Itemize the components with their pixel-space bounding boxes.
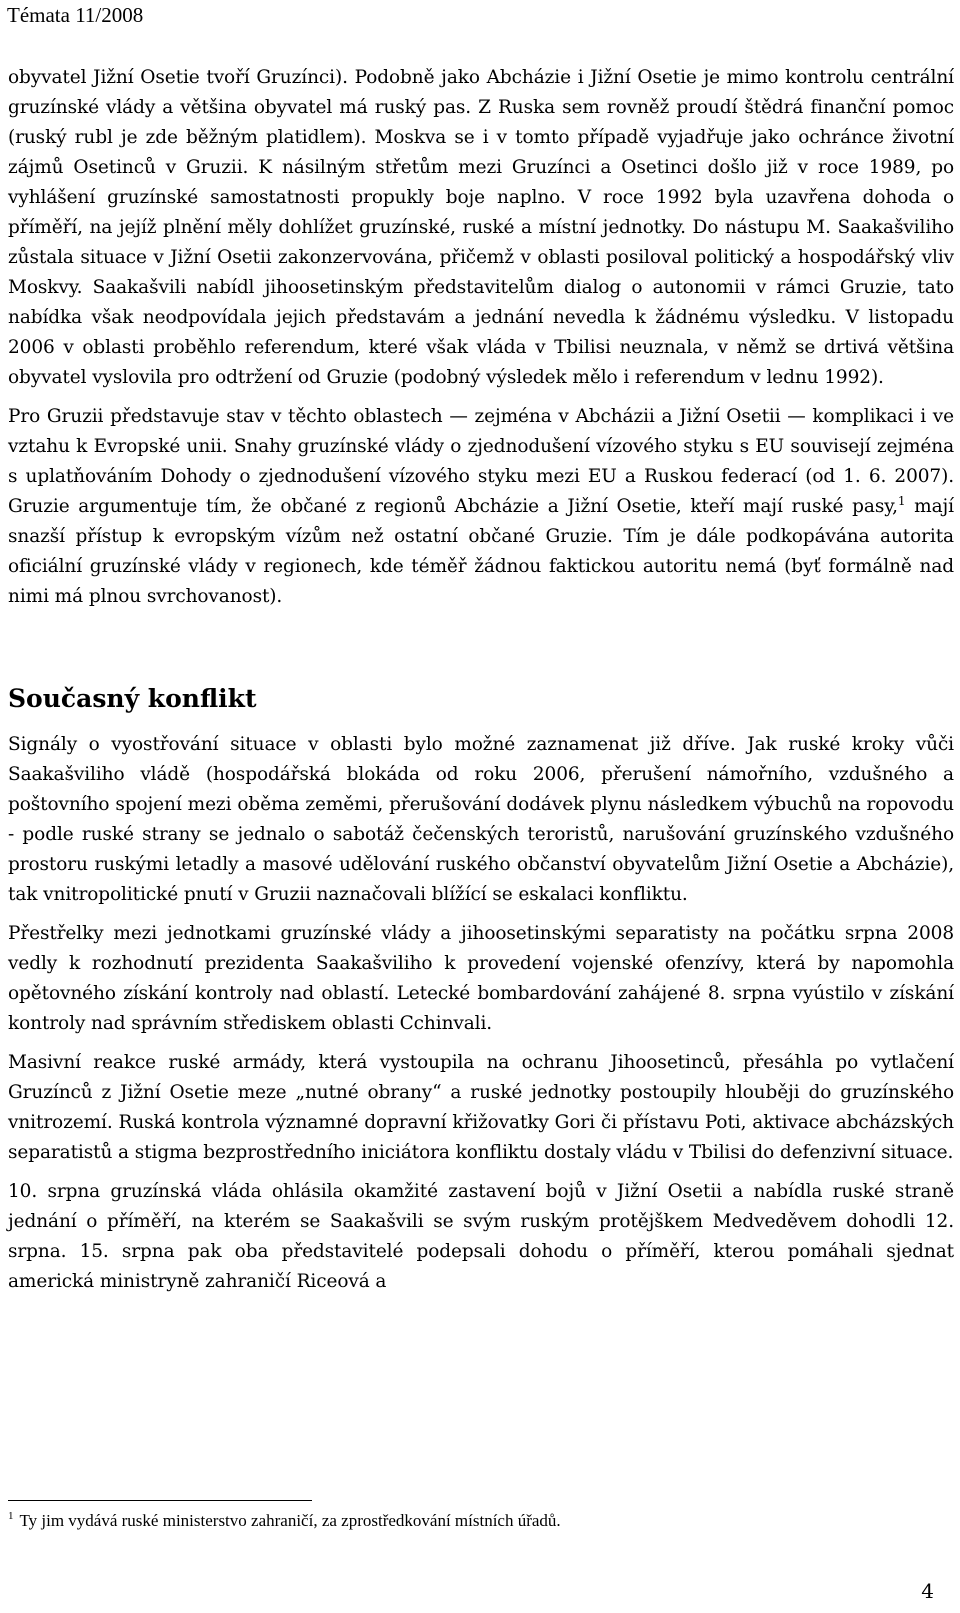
paragraph-text-part: mají snazší přístup k evropským vízům než ostatní občané Gruzie. Tím je dále podkopávána autorita oficiální gruzínské vlády v regionech, kde téměř žádnou faktickou autoritu nemá (byť formálně nad nimi má plnou svrchovanost).: [8, 496, 954, 607]
article-body: [8, 63, 954, 1297]
footnote-text: Ty jim vydává ruské ministerstvo zahraničí, za zprostředkování místních úřadů.: [15, 1511, 561, 1530]
page-number: 4: [921, 1579, 934, 1603]
paragraph-escalation-signals: Signály o vyostřování situace v oblasti bylo možné zaznamenat již dříve. Jak ruské kroky vůči Saakašviliho vládě (hospodářská blokáda od roku 2006, přerušení námořního, vzdušného a poštovního spojení mezi oběma zeměmi, přerušování dodávek plynu následkem výbuchů na ropovodu - podle ruské strany se jednalo o sabotáž čečenských teroristů, narušování gruzínského vzdušného prostoru ruskými letadly a masové udělování ruského občanství obyvatelům Jižní Osetie a Abcházie), tak vnitropolitické pnutí v Gruzii naznačovali blížící se eskalaci konfliktu.: [8, 734, 954, 905]
paragraph-ceasefire: 10. srpna gruzínská vláda ohlásila okamžité zastavení bojů v Jižní Osetii a nabídla ruské straně jednání o příměří, na kterém se Saakašvili se svým ruským protějškem Medveděvem dohodli 12. srpna. 15. srpna pak oba představitelé podepsali dohodu o příměří, kterou pomáhali sjednat americká ministryně zahraničí Riceová a: [8, 1181, 954, 1292]
paragraph-georgian-offensive: Přestřelky mezi jednotkami gruzínské vlády a jihoosetinskými separatisty na počátku srpna 2008 vedly k rozhodnutí prezidenta Saakašviliho k provedení vojenské ofenzívy, která by napomohla opětovného získání kontroly nad oblastí. Letecké bombardování zahájené 8. srpna vyústilo v získání kontroly nad správním střediskem oblasti Cchinvali.: [8, 923, 954, 1034]
footnote-reference[interactable]: 1: [897, 493, 906, 508]
footnote: [8, 1510, 561, 1532]
paragraph-text-part: Pro Gruzii představuje stav v těchto oblastech — zejména v Abcházii a Jižní Osetii — komplikaci i ve vztahu k Evropské unii. Snahy gruzínské vlády o zjednodušení vízového styku s EU souvisejí zejména s uplatňováním Dohody o zjednodušení vízového styku mezi EU a Ruskou federací (od 1. 6. 2007). Gruzie argumentuje tím, že občané z regionů Abcházie a Jižní Osetie, kteří mají ruské pasy,: [8, 406, 954, 517]
footnote-divider: [8, 1500, 312, 1501]
paragraph-eu-visa-relations: [8, 402, 954, 612]
footnote-number: 1: [8, 1510, 14, 1523]
section-heading: Současný konflikt: [8, 684, 257, 713]
paragraph-south-ossetia-background: obyvatel Jižní Osetie tvoří Gruzínci). Podobně jako Abcházie i Jižní Osetie je mimo kontrolu centrální gruzínské vlády a většina obyvatel má ruský pas. Z Ruska sem rovněž proudí štědrá finanční pomoc (ruský rubl je zde běžným platidlem). Moskva se i v tomto případě vyjadřuje jako ochránce životní zájmů Osetinců v Gruzii. K násilným střetům mezi Gruzínci a Osetinci došlo již v roce 1989, po vyhlášení gruzínské samostatnosti propukly boje naplno. V roce 1992 byla uzavřena dohoda o příměří, na jejíž plnění měly dohlížet gruzínské, ruské a místní jednotky. Do nástupu M. Saakašviliho zůstala situace v Jižní Osetii zakonzervována, přičemž v oblasti posiloval politický a hospodářský vliv Moskvy. Saakašvili nabídl jihoosetinským představitelům dialog o autonomii v rámci Gruzie, tato nabídka však neodpovídala jejich představám a jednání nevedla k žádnému výsledku. V listopadu 2006 v oblasti proběhlo referendum, které však vláda v Tbilisi neuznala, v němž se drtivá většina obyvatel vyslovila pro odtržení od Gruzie (podobný výsledek mělo i referendum v lednu 1992).: [8, 67, 954, 388]
running-header: Témata 11/2008: [7, 3, 144, 27]
paragraph-russian-reaction: Masivní reakce ruské armády, která vystoupila na ochranu Jihoosetinců, přesáhla po vytlačení Gruzínců z Jižní Osetie meze „nutné obrany“ a ruské jednotky postoupily hlouběji do gruzínského vnitrozemí. Ruská kontrola významné dopravní křižovatky Gori či přístavu Poti, aktivace abcházských separatistů a stigma bezprostředního iniciátora konfliktu dostaly vládu v Tbilisi do defenzivní situace.: [8, 1052, 954, 1163]
